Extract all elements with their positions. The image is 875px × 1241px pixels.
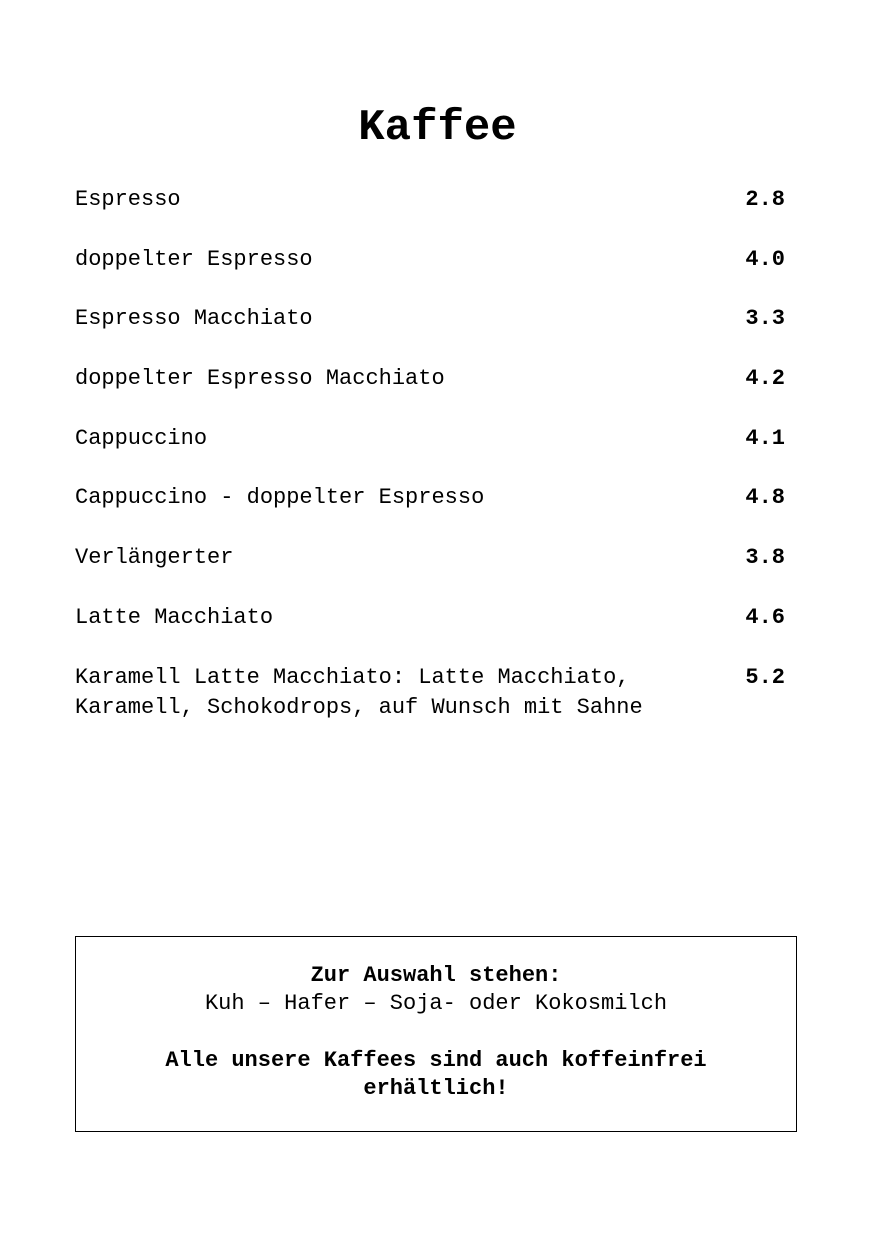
item-price: 4.1 <box>745 425 785 451</box>
item-price: 4.8 <box>745 485 785 511</box>
item-name: doppelter Espresso <box>75 246 313 272</box>
item-name: Karamell Latte Macchiato: Latte Macchiato, Karamell, Schokodrops, auf Wunsch mit Sahne <box>75 664 643 720</box>
menu-item <box>75 364 785 394</box>
item-price: 4.6 <box>745 604 785 630</box>
menu-item <box>75 483 785 513</box>
menu-item <box>75 663 785 723</box>
item-name: Verlängerter <box>75 545 234 571</box>
item-name: Espresso Macchiato <box>75 306 313 332</box>
milk-options: Kuh – Hafer – Soja- oder Kokosmilch <box>204 991 668 1016</box>
item-name: Latte Macchiato <box>75 604 274 630</box>
menu-item <box>75 424 785 454</box>
menu-item <box>75 543 785 573</box>
item-name: Cappuccino - doppelter Espresso <box>75 485 485 511</box>
menu-item <box>75 304 785 334</box>
info-heading: Zur Auswahl stehen: <box>310 963 562 988</box>
item-price: 4.0 <box>745 246 785 272</box>
item-name: doppelter Espresso Macchiato <box>75 366 445 392</box>
menu-list <box>75 185 785 752</box>
info-box <box>75 936 797 1132</box>
item-price: 3.3 <box>745 306 785 332</box>
item-price: 5.2 <box>745 664 785 690</box>
item-name: Espresso <box>75 187 181 212</box>
menu-item <box>75 603 785 633</box>
menu-item <box>75 185 785 215</box>
page-title: Kaffee <box>358 103 517 153</box>
item-name: Cappuccino <box>75 425 208 451</box>
item-price: 2.8 <box>745 187 785 212</box>
menu-item <box>75 245 785 275</box>
decaf-note: Alle unsere Kaffees sind auch koffeinfrei erhältlich! <box>165 1048 707 1101</box>
item-price: 4.2 <box>745 366 785 392</box>
item-price: 3.8 <box>745 545 785 571</box>
